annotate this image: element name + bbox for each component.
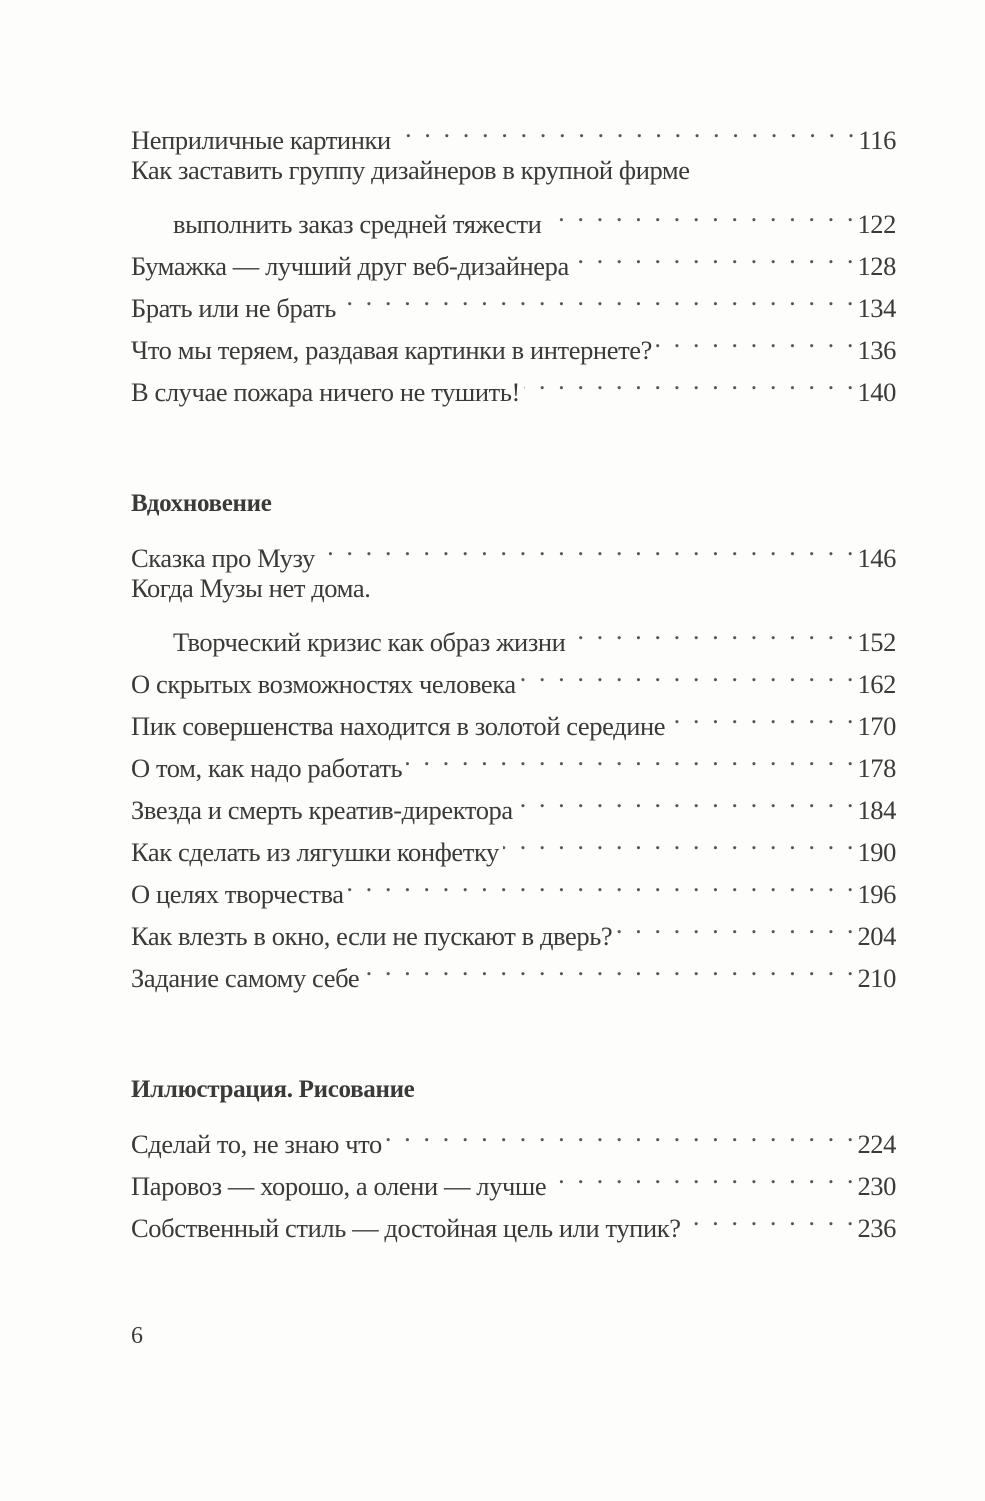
toc-section-3 [131,1069,896,1243]
toc-entry: Как заставить группу дизайнеров в крупной фирме [131,155,690,185]
toc-entry: Собственный стиль — достойная цель или тупик? . . . 236 [131,1195,896,1237]
toc-entry: Творческий кризис как образ жизни . . . 152 [131,609,896,651]
section-heading: Вдохновение [131,490,272,517]
toc-section-1 [131,107,896,407]
toc-entry: Сделай то, не знаю что . . . 224 [131,1111,896,1153]
page-number: 6 [131,1323,143,1349]
toc-entry: В случае пожара ничего не тушить! . . . 140 [131,359,896,401]
toc-entry: Звезда и смерть креатив-директора . . . 184 [131,777,896,819]
toc-entry: Сказка про Музу . . . 146 [131,525,896,567]
toc-entry: Что мы теряем, раздавая картинки в интернете? . . . 136 [131,317,896,359]
toc-entry: Бумажка — лучший друг веб-дизайнера . . . 128 [131,233,896,275]
toc-section-2 [131,483,896,993]
section-heading: Иллюстрация. Рисование [131,1076,415,1103]
toc-entry: О скрытых возможностях человека . . . 162 [131,651,896,693]
toc-entry: Как влезть в окно, если не пускают в дверь? . . . 204 [131,903,896,945]
toc-entry: Когда Музы нет дома. [131,573,371,603]
toc-entry: Как сделать из лягушки конфетку . . . 190 [131,819,896,861]
toc-entry: выполнить заказ средней тяжести . . . 122 [131,191,896,233]
toc-entry: Брать или не брать . . . 134 [131,275,896,317]
toc-entry: О том, как надо работать . . . 178 [131,735,896,777]
toc-entry: Пик совершенства находится в золотой середине . . . 170 [131,693,896,735]
toc-entry: Паровоз — хорошо, а олени — лучше . . . 230 [131,1153,896,1195]
toc-entry: Задание самому себе . . . 210 [131,945,896,987]
toc-entry: О целях творчества . . . 196 [131,861,896,903]
toc-entry: Неприличные картинки . . . 116 [131,107,896,149]
